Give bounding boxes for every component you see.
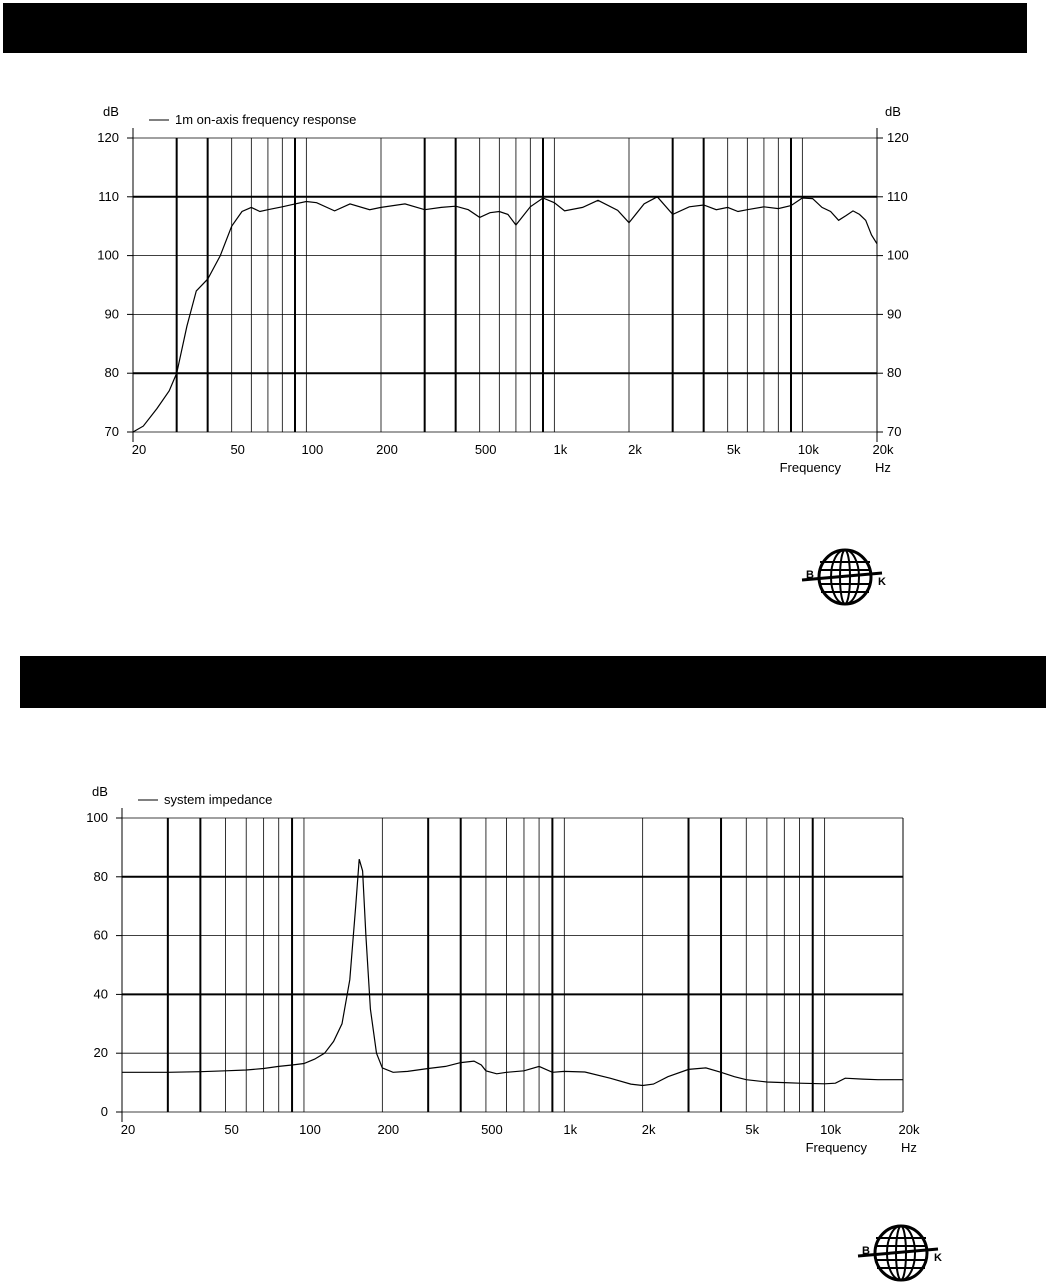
y-tick-label: 110 (98, 188, 119, 204)
x-axis-unit: Hz (901, 1140, 917, 1155)
x-axis-label: Frequency (805, 1140, 867, 1155)
y-tick-label: 80 (93, 868, 108, 884)
y-tick-label: 80 (104, 365, 119, 381)
x-tick-label: 200 (377, 1122, 400, 1137)
logo-letter-right: K (934, 1252, 942, 1264)
x-tick-label: 50 (224, 1122, 239, 1137)
x-tick-label: 20k (898, 1122, 920, 1137)
y-axis-label: dB (92, 784, 108, 799)
x-tick-label: 1k (563, 1122, 578, 1137)
x-tick-label: 5k (726, 442, 741, 457)
x-axis-label: Frequency (779, 460, 841, 475)
x-tick-label: 20k (872, 442, 894, 457)
y-tick-label: 120 (97, 130, 119, 145)
y-tick-label: 40 (93, 986, 108, 1002)
x-tick-label: 10k (797, 442, 819, 457)
y-axis-label-right: dB (885, 104, 901, 119)
x-tick-label: 2k (628, 442, 642, 457)
y-tick-label: 100 (97, 247, 119, 263)
legend-label: 1m on-axis frequency response (175, 112, 357, 127)
x-tick-label: 100 (299, 1122, 321, 1137)
x-tick-label: 200 (376, 442, 398, 457)
y-tick-label-right: 80 (887, 365, 902, 381)
y-tick-label: 70 (104, 424, 119, 439)
y-axis-label: dB (103, 104, 119, 119)
x-tick-label: 100 (301, 442, 324, 457)
x-tick-label: 1k (553, 442, 568, 457)
x-axis-unit: Hz (875, 460, 891, 475)
x-tick-label: 2k (641, 1122, 656, 1137)
y-tick-label: 20 (93, 1045, 108, 1061)
logo-letter-left: B (806, 569, 814, 581)
y-tick-label: 100 (86, 810, 108, 825)
legend-label: system impedance (164, 792, 273, 807)
y-tick-label: 60 (93, 927, 108, 943)
x-tick-label: 10k (820, 1122, 842, 1137)
logo-letter-left: B (862, 1245, 870, 1257)
x-tick-label: 500 (474, 442, 497, 457)
series-line (122, 859, 903, 1085)
logo-letter-right: K (878, 576, 886, 588)
y-tick-label: 90 (104, 306, 119, 322)
globe-logo-icon (856, 1224, 956, 1282)
globe-logo-icon (800, 548, 900, 606)
y-tick-label-right: 120 (887, 130, 909, 145)
x-tick-label: 500 (481, 1122, 503, 1137)
y-tick-label-right: 90 (887, 306, 902, 322)
brand-logo-2 (856, 1224, 956, 1282)
x-tick-label: 20 (120, 1122, 136, 1137)
y-tick-label-right: 100 (887, 247, 909, 263)
x-tick-label: 50 (230, 442, 245, 457)
brand-logo-1 (800, 548, 900, 606)
y-tick-label: 0 (100, 1104, 108, 1119)
x-tick-label: 20 (131, 442, 147, 457)
y-tick-label-right: 70 (887, 424, 902, 439)
y-tick-label-right: 110 (887, 188, 908, 204)
x-tick-label: 5k (745, 1122, 760, 1137)
